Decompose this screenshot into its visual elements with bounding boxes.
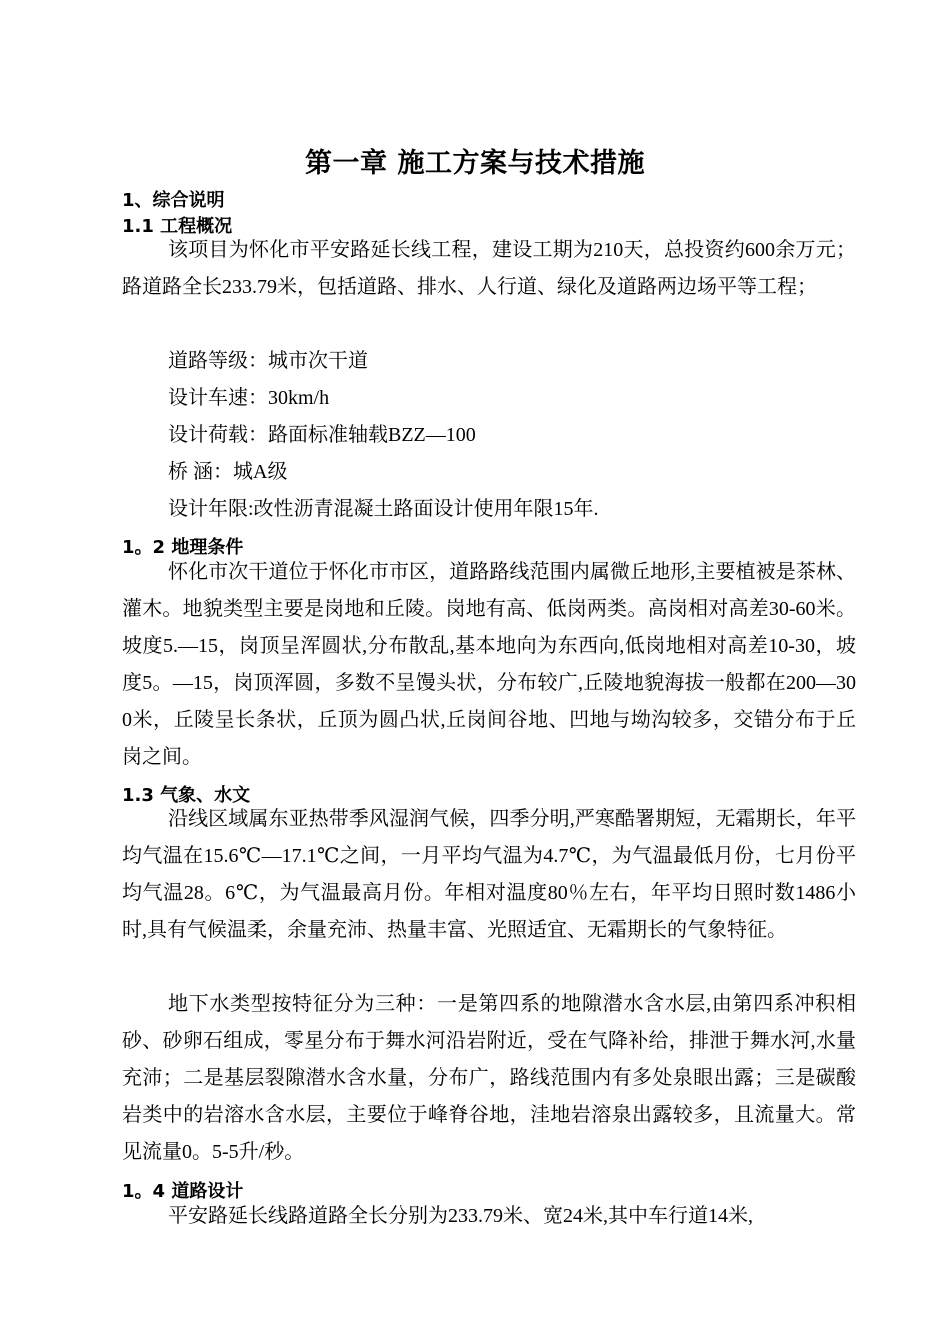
paragraph-geography: 怀化市次干道位于怀化市市区，道路路线范围内属微丘地形,主要植被是茶林、灌木。地貌类型主要是岗地和丘陵。岗地有高、低岗两类。高岗相对高差30-60米。坡度5.—15，岗顶呈浑圆状,分布散乱,基本地向为东西向,低岗地相对高差10-30，坡度5。—15，岗顶浑圆，多数不呈馒头状，分布较广,丘陵地貌海拔一般都在200—300米，丘陵呈长条状，丘顶为圆凸状,丘岗间谷地、凹地与坳沟较多，交错分布于丘岗之间。 [122, 561, 856, 768]
chapter-title: 第一章 施工方案与技术措施 [305, 148, 645, 179]
spec-bridge-culvert: 桥 涵：城A级 [168, 461, 288, 483]
section-heading-1-4: 1。4 道路设计 [122, 1181, 244, 1202]
paragraph-project-overview: 该项目为怀化市平安路延长线工程，建设工期为210天，总投资约600余万元；路道路全长233.79米，包括道路、排水、人行道、绿化及道路两边场平等工程； [122, 239, 856, 298]
spec-design-speed: 设计车速：30km/h [168, 387, 330, 409]
section-heading-1: 1、综合说明 [122, 190, 225, 211]
spec-road-grade: 道路等级：城市次干道 [168, 350, 368, 372]
section-heading-1-2: 1。2 地理条件 [122, 537, 244, 558]
section-heading-1-1: 1.1 工程概况 [122, 216, 233, 237]
spec-design-life: 设计年限:改性沥青混凝土路面设计使用年限15年. [168, 498, 599, 520]
section-heading-1-3: 1.3 气象、水文 [122, 785, 251, 806]
paragraph-climate: 沿线区域属东亚热带季风湿润气候，四季分明,严寒酷署期短，无霜期长，年平均气温在15.6℃—17.1℃之间，一月平均气温为4.7℃，为气温最低月份，七月份平均气温28。6℃，为气温最高月份。年相对温度80％左右，年平均日照时数1486小时,具有气候温柔，余量充沛、热量丰富、光照适宜、无霜期长的气象特征。 [122, 808, 856, 941]
paragraph-groundwater: 地下水类型按特征分为三种：一是第四系的地隙潜水含水层,由第四系冲积相砂、砂卵石组成，零星分布于舞水河沿岩附近，受在气降补给，排泄于舞水河,水量充沛；二是基层裂隙潜水含水量，分布广，路线范围内有多处泉眼出露；三是碳酸岩类中的岩溶水含水层，主要位于峰脊谷地，洼地岩溶泉出露较多，且流量大。常见流量0。5-5升/秒。 [122, 993, 856, 1163]
spec-design-load: 设计荷载：路面标准轴载BZZ—100 [168, 424, 476, 446]
paragraph-road-design: 平安路延长线路道路全长分别为233.79米、宽24米,其中车行道14米, [168, 1205, 753, 1227]
